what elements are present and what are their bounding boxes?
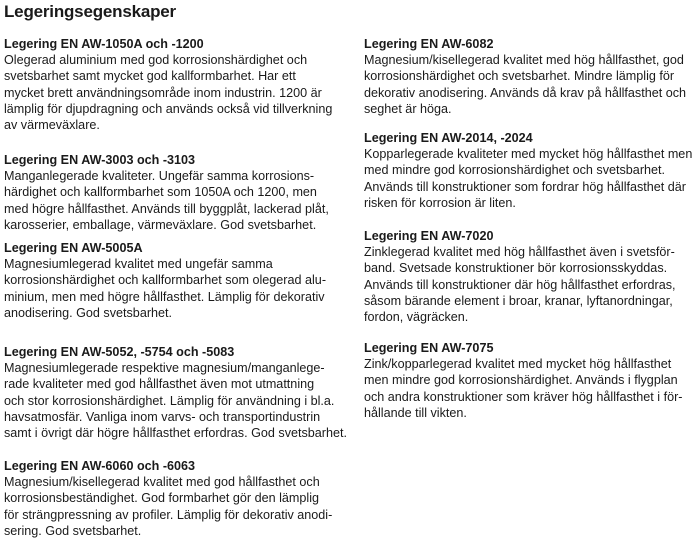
alloy-description-line: Manganlegerade kvaliteter. Ungefär samma korrosions- [4, 169, 315, 183]
alloy-heading: Legering EN AW-2014, -2024 [364, 131, 533, 145]
alloy-description-line: svetsbarhet samt mycket god kallformbarhet. Har ett [4, 69, 296, 84]
alloy-description-line: anodisering. God svetsbarhet. [4, 305, 173, 320]
alloy-description-line: med mindre god korrosionshärdighet och svetsbarhet. [364, 163, 666, 178]
alloy-description-line: med högre hållfasthet. Används till byggplåt, lackerad plåt, [4, 201, 329, 216]
alloy-description-line: hållande till vikten. [364, 405, 467, 420]
alloy-description-line: korrosionshärdighet och svetsbarhet. Mindre lämplig för [364, 69, 675, 84]
alloy-description-line: rade kvaliteter med god hållfasthet även mot utmattning [4, 377, 315, 392]
alloy-section [4, 344, 347, 458]
alloy-description-line: såsom bärande element i broar, kranar, lyftanordningar, [364, 293, 673, 308]
alloy-description-line: härdighet och kallformbarhet som 1050A och 1200, men [4, 185, 317, 200]
alloy-description-line: korrosionsbeständighet. God formbarhet gör den lämplig [4, 491, 320, 506]
alloy-description-line: Magnesium/kisellegerad kvalitet med hög hållfasthet, god [364, 53, 684, 67]
alloy-description-line: Magnesiumlegerad kvalitet med ungefär samma [4, 257, 273, 271]
left-column [4, 36, 347, 539]
alloy-heading: Legering EN AW-5005A [4, 241, 143, 255]
alloy-description-line: karosserier, emballage, värmeväxlare. God svetsbarhet. [4, 217, 317, 232]
alloy-description-line: risken för korrosion är liten. [364, 195, 516, 210]
alloy-description-line: sering. God svetsbarhet. [4, 523, 142, 538]
alloy-heading: Legering EN AW-7075 [364, 341, 494, 355]
alloy-description-line: fordon, vägräcken. [364, 310, 469, 324]
alloy-description-line: och andra konstruktioner som kräver hög hållfasthet i för- [364, 389, 683, 404]
alloy-section [4, 152, 340, 240]
alloy-description-line: lämplig för djupdragning och används också vid tillverkning [4, 101, 333, 116]
alloy-description-line: Zinklegerad kvalitet med hög hållfasthet även i svetsför- [364, 245, 675, 259]
alloy-heading: Legering EN AW-7020 [364, 229, 494, 243]
alloy-description-line: havsatmosfär. Vanliga inom varvs- och transportindustrin [4, 409, 321, 424]
alloy-section [364, 130, 696, 228]
alloy-description-line: Används till konstruktioner där hög hållfasthet erfordras, [364, 277, 676, 292]
alloy-description-line: Används till konstruktioner som fordrar hög hållfasthet där [364, 179, 687, 194]
alloy-description-line: Zink/kopparlegerad kvalitet med mycket hög hållfasthet [364, 357, 672, 371]
alloy-description-line: men mindre god korrosionshärdighet. Används i flygplan [364, 373, 678, 388]
alloy-description-line: minium, men med högre hållfasthet. Lämplig för dekorativ [4, 289, 325, 304]
alloy-section [364, 228, 696, 340]
alloy-description-line: band. Svetsade konstruktioner bör korrosionsskyddas. [364, 261, 668, 276]
page-title: Legeringsegenskaper [4, 2, 176, 21]
alloy-description-line: korrosionshärdighet och kallformbarhet som olegerad alu- [4, 273, 327, 288]
alloy-section [4, 458, 340, 539]
alloy-section [4, 240, 340, 344]
alloy-description-line: seghet är höga. [364, 101, 452, 116]
alloy-description-line: av värmeväxlare. [4, 118, 100, 132]
alloy-heading: Legering EN AW-1050A och -1200 [4, 37, 204, 51]
alloy-heading: Legering EN AW-3003 och -3103 [4, 153, 196, 167]
alloy-description-line: mycket brett användningsområde inom industrin. 1200 är [4, 85, 322, 100]
alloy-description-line: Magnesiumlegerade respektive magnesium/manganlege- [4, 361, 325, 375]
alloy-section [364, 340, 696, 421]
alloy-description-line: Kopparlegerade kvaliteter med mycket hög hållfasthet men [364, 147, 693, 161]
alloy-description-line: dekorativ anodisering. Används då krav på hållfasthet och [364, 85, 687, 100]
alloy-description-line: och stor korrosionshärdighet. Lämplig för användning i bl.a. [4, 393, 335, 408]
right-column [364, 36, 696, 421]
alloy-description-line: Magnesium/kisellegerad kvalitet med god hållfasthet och [4, 475, 320, 489]
alloy-heading: Legering EN AW-6082 [364, 37, 494, 51]
alloy-section [364, 36, 696, 130]
alloy-heading: Legering EN AW-6060 och -6063 [4, 459, 196, 473]
alloy-description-line: Olegerad aluminium med god korrosionshärdighet och [4, 53, 308, 67]
alloy-description-line: samt i övrigt där högre hållfasthet erfordras. God svetsbarhet. [4, 426, 347, 440]
alloy-section [4, 36, 340, 152]
alloy-heading: Legering EN AW-5052, -5754 och -5083 [4, 345, 235, 359]
alloy-description-line: för strängpressning av profiler. Lämplig för dekorativ anodi- [4, 507, 333, 522]
